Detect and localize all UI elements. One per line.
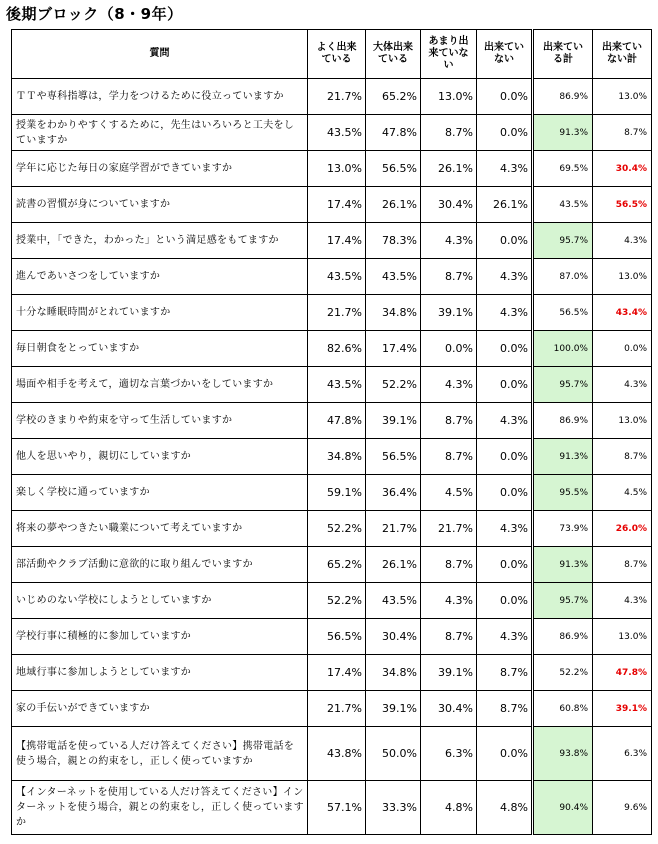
- table-row: [12, 655, 652, 691]
- column-header-often: [308, 30, 366, 79]
- value-cell-mostly: 33.3%: [366, 781, 421, 835]
- value-cell-mostly: 52.2%: [366, 367, 421, 403]
- value-cell-rarely: 8.7%: [421, 439, 477, 475]
- not-total-cell: 13.0%: [593, 259, 652, 295]
- table-row: [12, 187, 652, 223]
- value-cell-often: 57.1%: [308, 781, 366, 835]
- value-cell-never: 4.8%: [477, 781, 533, 835]
- column-header-mostly: [366, 30, 421, 79]
- not-total-cell: 8.7%: [593, 439, 652, 475]
- value-cell-never: 0.0%: [477, 439, 533, 475]
- table-row: [12, 583, 652, 619]
- value-cell-rarely: 4.3%: [421, 223, 477, 259]
- question-cell: 部活動やクラブ活動に意欲的に取り組んでいますか: [12, 547, 308, 583]
- table-row: [12, 151, 652, 187]
- value-cell-rarely: 8.7%: [421, 547, 477, 583]
- column-header-text: ている: [321, 54, 352, 65]
- value-cell-often: 17.4%: [308, 187, 366, 223]
- column-header-text: ない計: [607, 54, 637, 65]
- value-cell-never: 0.0%: [477, 115, 533, 151]
- not-total-cell: 13.0%: [593, 619, 652, 655]
- question-cell: 毎日朝食をとっていますか: [12, 331, 308, 367]
- not-total-cell: 13.0%: [593, 79, 652, 115]
- done-total-cell: 90.4%: [533, 781, 593, 835]
- not-total-cell: 4.3%: [593, 367, 652, 403]
- column-header-text: あまり出: [428, 36, 469, 47]
- value-cell-rarely: 26.1%: [421, 151, 477, 187]
- value-cell-often: 43.5%: [308, 115, 366, 151]
- not-total-cell: 26.0%: [593, 511, 652, 547]
- value-cell-often: 43.8%: [308, 727, 366, 781]
- value-cell-mostly: 39.1%: [366, 691, 421, 727]
- table-row: [12, 403, 652, 439]
- question-cell: 読書の習慣が身についていますか: [12, 187, 308, 223]
- value-cell-mostly: 36.4%: [366, 475, 421, 511]
- value-cell-mostly: 39.1%: [366, 403, 421, 439]
- done-total-cell: 52.2%: [533, 655, 593, 691]
- value-cell-mostly: 43.5%: [366, 583, 421, 619]
- done-total-cell: 95.5%: [533, 475, 593, 511]
- value-cell-often: 65.2%: [308, 547, 366, 583]
- question-cell: いじめのない学校にしようとしていますか: [12, 583, 308, 619]
- value-cell-rarely: 4.5%: [421, 475, 477, 511]
- value-cell-rarely: 4.3%: [421, 367, 477, 403]
- column-header-text: ない: [494, 54, 514, 65]
- value-cell-mostly: 26.1%: [366, 187, 421, 223]
- value-cell-rarely: 4.3%: [421, 583, 477, 619]
- question-cell: 【携帯電話を使っている人だけ答えてください】携帯電話を使う場合，親との約束をし，正しく使っていますか: [12, 727, 308, 781]
- value-cell-rarely: 39.1%: [421, 655, 477, 691]
- value-cell-mostly: 65.2%: [366, 79, 421, 115]
- value-cell-often: 43.5%: [308, 259, 366, 295]
- value-cell-mostly: 78.3%: [366, 223, 421, 259]
- value-cell-often: 59.1%: [308, 475, 366, 511]
- not-total-cell: 6.3%: [593, 727, 652, 781]
- not-total-cell: 39.1%: [593, 691, 652, 727]
- question-cell: 将来の夢やつきたい職業について考えていますか: [12, 511, 308, 547]
- value-cell-mostly: 43.5%: [366, 259, 421, 295]
- table-row: [12, 259, 652, 295]
- value-cell-often: 21.7%: [308, 79, 366, 115]
- value-cell-never: 0.0%: [477, 475, 533, 511]
- question-cell: 十分な睡眠時間がとれていますか: [12, 295, 308, 331]
- done-total-cell: 86.9%: [533, 403, 593, 439]
- not-total-cell: 30.4%: [593, 151, 652, 187]
- value-cell-often: 56.5%: [308, 619, 366, 655]
- value-cell-rarely: 8.7%: [421, 403, 477, 439]
- value-cell-mostly: 17.4%: [366, 331, 421, 367]
- question-cell: 場面や相手を考えて，適切な言葉づかいをしていますか: [12, 367, 308, 403]
- value-cell-rarely: 0.0%: [421, 331, 477, 367]
- value-cell-rarely: 8.7%: [421, 115, 477, 151]
- not-total-cell: 47.8%: [593, 655, 652, 691]
- done-total-cell: 93.8%: [533, 727, 593, 781]
- table-row: [12, 79, 652, 115]
- done-total-cell: 43.5%: [533, 187, 593, 223]
- table-row: [12, 223, 652, 259]
- value-cell-never: 0.0%: [477, 547, 533, 583]
- question-cell: 【インターネットを使用している人だけ答えてください】インターネットを使う場合，親との約束をし，正しく使っていますか: [12, 781, 308, 835]
- value-cell-rarely: 4.8%: [421, 781, 477, 835]
- done-total-cell: 86.9%: [533, 79, 593, 115]
- value-cell-mostly: 50.0%: [366, 727, 421, 781]
- not-total-cell: 4.3%: [593, 223, 652, 259]
- value-cell-rarely: 30.4%: [421, 691, 477, 727]
- header-row: [12, 30, 652, 79]
- table-row: [12, 619, 652, 655]
- value-cell-never: 26.1%: [477, 187, 533, 223]
- value-cell-often: 52.2%: [308, 583, 366, 619]
- value-cell-never: 0.0%: [477, 223, 533, 259]
- question-cell: 学校行事に積極的に参加していますか: [12, 619, 308, 655]
- value-cell-mostly: 34.8%: [366, 295, 421, 331]
- question-cell: 学年に応じた毎日の家庭学習ができていますか: [12, 151, 308, 187]
- column-header-question: [12, 30, 308, 79]
- value-cell-often: 17.4%: [308, 655, 366, 691]
- value-cell-often: 21.7%: [308, 295, 366, 331]
- done-total-cell: 60.8%: [533, 691, 593, 727]
- column-header-text: 来ていな: [428, 48, 469, 59]
- value-cell-mostly: 21.7%: [366, 511, 421, 547]
- done-total-cell: 100.0%: [533, 331, 593, 367]
- value-cell-mostly: 56.5%: [366, 439, 421, 475]
- column-header-rarely: [421, 30, 477, 79]
- table-row: [12, 295, 652, 331]
- value-cell-often: 34.8%: [308, 439, 366, 475]
- question-cell: 地域行事に参加しようとしていますか: [12, 655, 308, 691]
- value-cell-never: 0.0%: [477, 583, 533, 619]
- table-row: [12, 367, 652, 403]
- table-row: [12, 439, 652, 475]
- value-cell-often: 47.8%: [308, 403, 366, 439]
- value-cell-rarely: 6.3%: [421, 727, 477, 781]
- not-total-cell: 8.7%: [593, 547, 652, 583]
- value-cell-mostly: 47.8%: [366, 115, 421, 151]
- table-row: [12, 475, 652, 511]
- value-cell-mostly: 56.5%: [366, 151, 421, 187]
- column-header-text: 大体出来: [373, 42, 413, 53]
- table-row: [12, 331, 652, 367]
- column-header-text: 出来てい: [602, 42, 642, 53]
- value-cell-never: 0.0%: [477, 79, 533, 115]
- value-cell-often: 52.2%: [308, 511, 366, 547]
- done-total-cell: 95.7%: [533, 583, 593, 619]
- column-header-done-total: [533, 30, 593, 79]
- column-header-text: 質問: [149, 48, 170, 59]
- column-header-not-total: [593, 30, 652, 79]
- done-total-cell: 91.3%: [533, 547, 593, 583]
- question-cell: 家の手伝いができていますか: [12, 691, 308, 727]
- column-header-text: 出来てい: [543, 42, 583, 53]
- not-total-cell: 43.4%: [593, 295, 652, 331]
- done-total-cell: 69.5%: [533, 151, 593, 187]
- not-total-cell: 4.5%: [593, 475, 652, 511]
- question-cell: ＴＴや専科指導は，学力をつけるために役立っていますか: [12, 79, 308, 115]
- value-cell-often: 43.5%: [308, 367, 366, 403]
- value-cell-never: 0.0%: [477, 727, 533, 781]
- value-cell-never: 0.0%: [477, 367, 533, 403]
- question-cell: 進んであいさつをしていますか: [12, 259, 308, 295]
- done-total-cell: 95.7%: [533, 223, 593, 259]
- question-cell: 授業中，「できた，わかった」という満足感をもてますか: [12, 223, 308, 259]
- not-total-cell: 8.7%: [593, 115, 652, 151]
- value-cell-mostly: 26.1%: [366, 547, 421, 583]
- value-cell-never: 4.3%: [477, 295, 533, 331]
- table-row: [12, 115, 652, 151]
- column-header-text: い: [443, 60, 454, 71]
- done-total-cell: 86.9%: [533, 619, 593, 655]
- table-row: [12, 547, 652, 583]
- not-total-cell: 9.6%: [593, 781, 652, 835]
- value-cell-rarely: 39.1%: [421, 295, 477, 331]
- question-cell: 授業をわかりやすくするために，先生はいろいろと工夫をしていますか: [12, 115, 308, 151]
- column-header-text: よく出来: [316, 42, 357, 53]
- done-total-cell: 56.5%: [533, 295, 593, 331]
- not-total-cell: 13.0%: [593, 403, 652, 439]
- value-cell-often: 82.6%: [308, 331, 366, 367]
- question-cell: 楽しく学校に通っていますか: [12, 475, 308, 511]
- not-total-cell: 56.5%: [593, 187, 652, 223]
- table-row: [12, 781, 652, 835]
- table-row: [12, 511, 652, 547]
- table-row: [12, 691, 652, 727]
- column-header-text: ている: [378, 54, 408, 65]
- value-cell-rarely: 8.7%: [421, 259, 477, 295]
- column-header-text: る計: [553, 54, 573, 65]
- done-total-cell: 73.9%: [533, 511, 593, 547]
- table-row: [12, 727, 652, 781]
- survey-table: [11, 29, 652, 835]
- value-cell-often: 13.0%: [308, 151, 366, 187]
- value-cell-never: 4.3%: [477, 259, 533, 295]
- value-cell-often: 17.4%: [308, 223, 366, 259]
- done-total-cell: 95.7%: [533, 367, 593, 403]
- value-cell-rarely: 13.0%: [421, 79, 477, 115]
- value-cell-rarely: 21.7%: [421, 511, 477, 547]
- not-total-cell: 4.3%: [593, 583, 652, 619]
- value-cell-rarely: 30.4%: [421, 187, 477, 223]
- value-cell-often: 21.7%: [308, 691, 366, 727]
- value-cell-mostly: 34.8%: [366, 655, 421, 691]
- question-cell: 学校のきまりや約束を守って生活していますか: [12, 403, 308, 439]
- done-total-cell: 91.3%: [533, 115, 593, 151]
- value-cell-never: 4.3%: [477, 403, 533, 439]
- done-total-cell: 87.0%: [533, 259, 593, 295]
- table-body: [12, 79, 652, 835]
- value-cell-never: 4.3%: [477, 511, 533, 547]
- done-total-cell: 91.3%: [533, 439, 593, 475]
- not-total-cell: 0.0%: [593, 331, 652, 367]
- value-cell-never: 8.7%: [477, 691, 533, 727]
- value-cell-never: 4.3%: [477, 151, 533, 187]
- value-cell-mostly: 30.4%: [366, 619, 421, 655]
- page-title: 後期ブロック（8・9年）: [6, 5, 183, 23]
- column-header-never: [477, 30, 533, 79]
- value-cell-rarely: 8.7%: [421, 619, 477, 655]
- value-cell-never: 0.0%: [477, 331, 533, 367]
- question-cell: 他人を思いやり，親切にしていますか: [12, 439, 308, 475]
- column-header-text: 出来てい: [484, 42, 524, 53]
- value-cell-never: 4.3%: [477, 619, 533, 655]
- value-cell-never: 8.7%: [477, 655, 533, 691]
